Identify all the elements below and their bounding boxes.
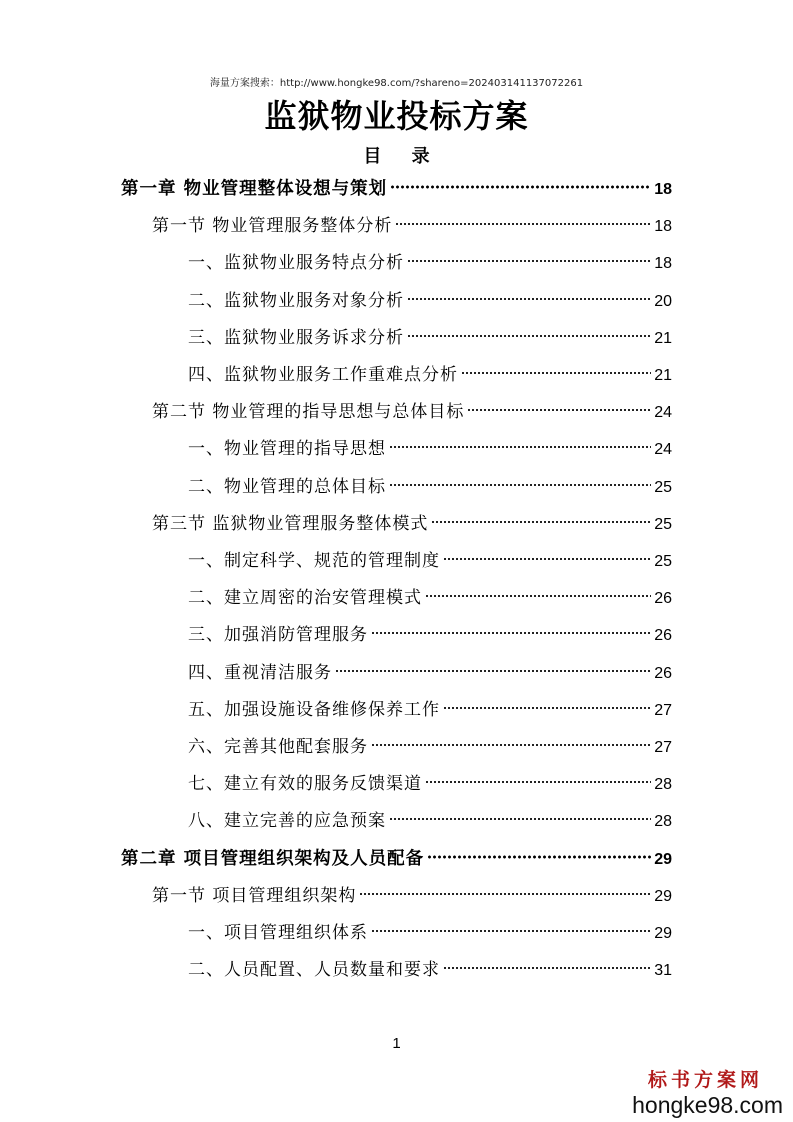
toc-dot-leader bbox=[389, 444, 651, 450]
toc-entry-title: 第二章 项目管理组织架构及人员配备 bbox=[121, 848, 425, 869]
toc-entry[interactable] bbox=[188, 957, 672, 983]
source-url-line: 海量方案搜索：http://www.hongke98.com/?shareno=20240314113707226​1 bbox=[209, 78, 584, 89]
toc-entry[interactable] bbox=[188, 771, 672, 797]
watermark-url: hongke98.com bbox=[632, 1092, 783, 1118]
toc-entry-page: 28 bbox=[654, 776, 672, 794]
document-title: 监狱物业投标方案 bbox=[264, 97, 529, 135]
toc-entry-title: 二、建立周密的治安管理模式 bbox=[188, 588, 422, 609]
toc-entry-page: 29 bbox=[654, 887, 672, 905]
page-number: 1 bbox=[392, 1035, 401, 1052]
toc-entry-page: 26 bbox=[654, 664, 672, 682]
toc-entry-page: 18 bbox=[654, 181, 672, 198]
toc-entry-page: 24 bbox=[654, 441, 672, 459]
toc-dot-leader bbox=[443, 965, 651, 971]
toc-entry-title: 第一节 项目管理组织架构 bbox=[152, 885, 357, 906]
toc-entry-title: 四、监狱物业服务工作重难点分析 bbox=[188, 365, 458, 385]
toc-entry-page: 29 bbox=[654, 850, 672, 868]
toc-dot-leader bbox=[425, 779, 651, 785]
toc-entry-page: 27 bbox=[654, 739, 672, 756]
toc-dot-leader bbox=[371, 742, 651, 748]
toc-dot-leader bbox=[461, 370, 651, 376]
toc-dot-leader bbox=[425, 593, 651, 599]
toc-entry-title: 七、建立有效的服务反馈渠道 bbox=[188, 774, 422, 795]
toc-entry-title: 二、监狱物业服务对象分析 bbox=[188, 290, 404, 311]
toc-dot-leader bbox=[431, 519, 651, 525]
toc-entry-title: 三、加强消防管理服务 bbox=[188, 625, 368, 646]
toc-entry-title: 一、物业管理的指导思想 bbox=[188, 439, 386, 460]
toc-entry-page: 25 bbox=[654, 478, 672, 496]
toc-entry-title: 二、物业管理的总体目标 bbox=[188, 476, 386, 497]
toc-entry-page: 26 bbox=[654, 590, 672, 608]
toc-entry-title: 三、监狱物业服务诉求分析 bbox=[188, 327, 404, 348]
toc-dot-leader bbox=[407, 333, 651, 339]
toc-entry-page: 26 bbox=[654, 627, 672, 645]
watermark-name: 标书方案网 bbox=[647, 1069, 763, 1091]
toc-entry-page: 31 bbox=[654, 962, 672, 980]
toc-dot-leader bbox=[389, 482, 651, 488]
toc-entry[interactable] bbox=[188, 325, 672, 351]
toc-dot-leader bbox=[390, 184, 651, 190]
toc-entry-page: 25 bbox=[654, 515, 672, 533]
toc-entry-title: 六、完善其他配套服务 bbox=[188, 737, 368, 757]
toc-dot-leader bbox=[407, 296, 651, 302]
toc-entry[interactable] bbox=[188, 734, 672, 760]
toc-entry-page: 27 bbox=[654, 701, 672, 719]
toc-entry[interactable] bbox=[188, 660, 672, 686]
toc-entry-title: 一、制定科学、规范的管理制度 bbox=[188, 551, 440, 571]
toc-entry-title: 四、重视清洁服务 bbox=[188, 662, 332, 683]
toc-dot-leader bbox=[395, 221, 651, 227]
toc-entry-page: 25 bbox=[654, 553, 672, 570]
toc-entry[interactable] bbox=[188, 808, 672, 834]
toc-entry-page: 20 bbox=[654, 292, 672, 310]
toc-entry[interactable] bbox=[152, 511, 672, 537]
toc-dot-leader bbox=[359, 891, 651, 897]
toc-entry[interactable] bbox=[188, 288, 672, 314]
toc-entry-page: 18 bbox=[654, 255, 672, 273]
toc-entry[interactable] bbox=[188, 362, 672, 388]
toc-entry[interactable] bbox=[121, 176, 672, 202]
toc-heading-text: 目 录 bbox=[363, 146, 442, 167]
toc-entry-page: 21 bbox=[654, 329, 672, 347]
toc-entry-page: 24 bbox=[654, 404, 672, 422]
toc-dot-leader bbox=[443, 705, 651, 711]
toc-entry-title: 第一章 物业管理整体设想与策划 bbox=[121, 179, 388, 199]
toc-entry[interactable] bbox=[121, 846, 672, 872]
toc-dot-leader bbox=[371, 630, 651, 636]
toc-dot-leader bbox=[467, 407, 651, 413]
toc-entry[interactable] bbox=[188, 585, 672, 611]
toc-entry[interactable] bbox=[188, 436, 672, 462]
toc-entry-title: 一、监狱物业服务特点分析 bbox=[188, 253, 404, 274]
toc-dot-leader bbox=[371, 928, 651, 934]
toc-entry-page: 29 bbox=[654, 925, 672, 942]
toc-entry[interactable] bbox=[188, 250, 672, 276]
toc-dot-leader bbox=[443, 556, 651, 562]
toc-entry[interactable] bbox=[188, 474, 672, 500]
toc-entry[interactable] bbox=[152, 399, 672, 425]
toc-heading bbox=[0, 144, 793, 170]
toc-entry-title: 第二节 物业管理的指导思想与总体目标 bbox=[152, 402, 465, 423]
toc-entry-title: 五、加强设施设备维修保养工作 bbox=[188, 699, 440, 720]
toc-entry[interactable] bbox=[188, 920, 672, 946]
toc-entry[interactable] bbox=[188, 622, 672, 648]
toc-dot-leader bbox=[407, 258, 651, 264]
toc-dot-leader bbox=[335, 668, 651, 674]
toc-entry[interactable] bbox=[188, 548, 672, 574]
toc-entry-title: 第三节 监狱物业管理服务整体模式 bbox=[152, 513, 429, 534]
toc-entry[interactable] bbox=[188, 697, 672, 723]
toc-entry[interactable] bbox=[152, 213, 672, 239]
toc-entry-title: 二、人员配置、人员数量和要求 bbox=[188, 960, 440, 981]
toc-entry-title: 八、建立完善的应急预案 bbox=[188, 811, 386, 832]
toc-entry-page: 28 bbox=[654, 813, 672, 831]
toc-entry-page: 21 bbox=[654, 367, 672, 384]
toc-entry[interactable] bbox=[152, 883, 672, 909]
site-watermark bbox=[623, 1068, 783, 1118]
toc-dot-leader bbox=[427, 854, 651, 860]
toc-entry-page: 18 bbox=[654, 218, 672, 236]
toc-dot-leader bbox=[389, 816, 651, 822]
toc-entry-title: 一、项目管理组织体系 bbox=[188, 923, 368, 943]
toc-entry-title: 第一节 物业管理服务整体分析 bbox=[152, 216, 393, 237]
